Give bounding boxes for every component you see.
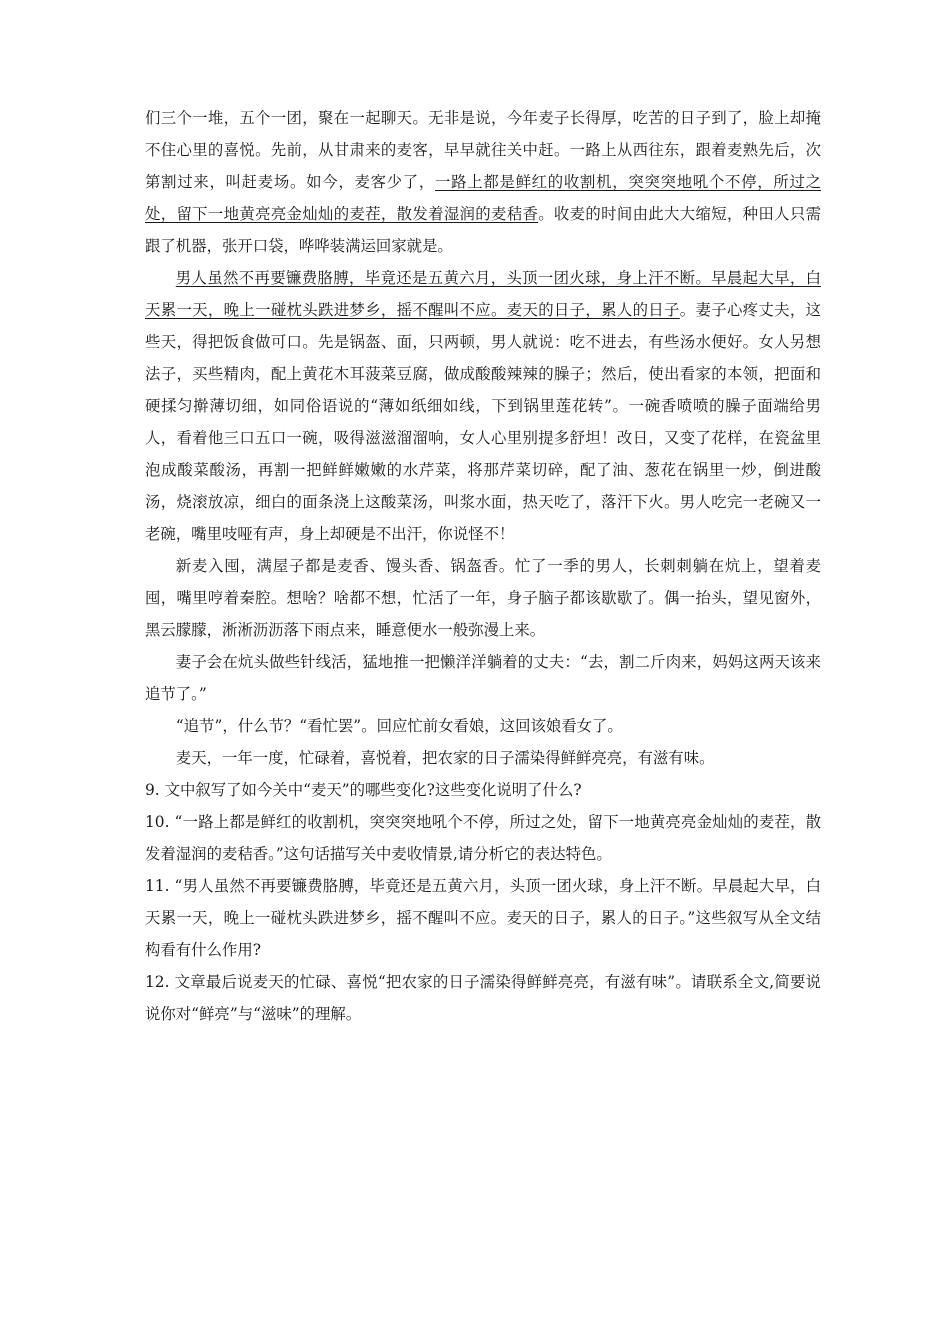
question-12: 12. 文章最后说麦天的忙碌、喜悦“把农家的日子濡染得鲜鲜亮亮，有滋有味”。请联系全文,简要说说你对“鲜亮”与“滋味”的理解。 [145,973,821,1023]
p1-underlined-sentence: 一路上都是鲜红的收割机，突突突地吼个不停，所过之处，留下一地黄亮亮金灿灿的麦茬，散发着湿润的麦秸香 [145,173,821,223]
passage-paragraph-2 [145,262,821,550]
p1-text: 们三个一堆，五个一团，聚在一起聊天。无非是说，今年麦子长得厚，吃苦的日子到了，脸上却掩不住心里的喜悦。先前，从甘肃来的麦客，早早就往关中赶。一路上从西往东，跟着麦熟先后，次第割过来，叫赶麦场。如今，麦客少了， [145,109,821,191]
passage-paragraph-3: 新麦入囤，满屋子都是麦香、馒头香、锅盔香。忙了一季的男人，长刺刺躺在炕上，望着麦囤，嘴里哼着秦腔。想啥？啥都不想，忙活了一年，身子脑子都该歇歇了。偶一抬头，望见窗外，黑云朦朦，淅淅沥沥落下雨点来，睡意便水一般弥漫上来。 [145,557,821,639]
question-11: 11. “男人虽然不再要镰费胳膊，毕竟还是五黄六月，头顶一团火球，身上汗不断。早晨起大早，白天累一天，晚上一碰枕头跌进梦乡，摇不醒叫不应。麦天的日子，累人的日子。”这些叙写从全文结构看有什么作用? [145,877,821,959]
p2-text: 。妻子心疼丈夫，这些天，得把饭食做可口。先是锅盔、面，只两顿，男人就说：吃不进去，有些汤水便好。女人另想法子，买些精肉，配上黄花木耳菠菜豆腐，做成酸酸辣辣的臊子；然后，使出看家的本领，把面和硬揉匀擀薄切细，如同俗语说的“薄如纸细如线，下到锅里莲花转”。一碗香喷喷的臊子面端给男人，看着他三口五口一碗，吸得滋滋溜溜响，女人心里别提多舒坦！改日，又变了花样，在瓷盆里泡成酸菜酸汤，再割一把鲜鲜嫩嫩的水芹菜，将那芹菜切碎，配了油、葱花在锅里一炒，倒进酸汤，烧滚放凉，细白的面条浇上这酸菜汤，叫浆水面，热天吃了，落汗下火。男人吃完一老碗又一老碗，嘴里吱哑有声，身上却硬是不出汗，你说怪不！ [145,301,821,543]
document-page [145,102,821,1030]
question-9: 9. 文中叙写了如今关中“麦天”的哪些变化?这些变化说明了什么? [145,781,582,799]
p2-underlined-sentence: 男人虽然不再要镰费胳膊，毕竟还是五黄六月，头顶一团火球，身上汗不断。早晨起大早，白天累一天，晚上一碰枕头跌进梦乡，摇不醒叫不应。麦天的日子，累人的日子 [145,269,821,319]
passage-paragraph-4: 妻子会在炕头做些针线活，猛地推一把懒洋洋躺着的丈夫：“去，割二斤肉来，妈妈这两天该来追节了。” [145,653,821,703]
passage-paragraph-6: 麦天，一年一度，忙碌着，喜悦着，把农家的日子濡染得鲜鲜亮亮，有滋有味。 [175,749,715,767]
question-10: 10. “一路上都是鲜红的收割机，突突突地吼个不停，所过之处，留下一地黄亮亮金灿灿的麦茬，散发着湿润的麦秸香。”这句话描写关中麦收情景,请分析它的表达特色。 [145,813,821,863]
p1-text-end: 。收麦的时间由此大大缩短，种田人只需跟了机器，张开口袋，哗哗装满运回家就是。 [145,205,821,255]
passage-paragraph-1 [145,102,821,262]
passage-paragraph-5: “追节”，什么节？“看忙罢”。回应忙前女看娘，这回该娘看女了。 [175,717,623,735]
